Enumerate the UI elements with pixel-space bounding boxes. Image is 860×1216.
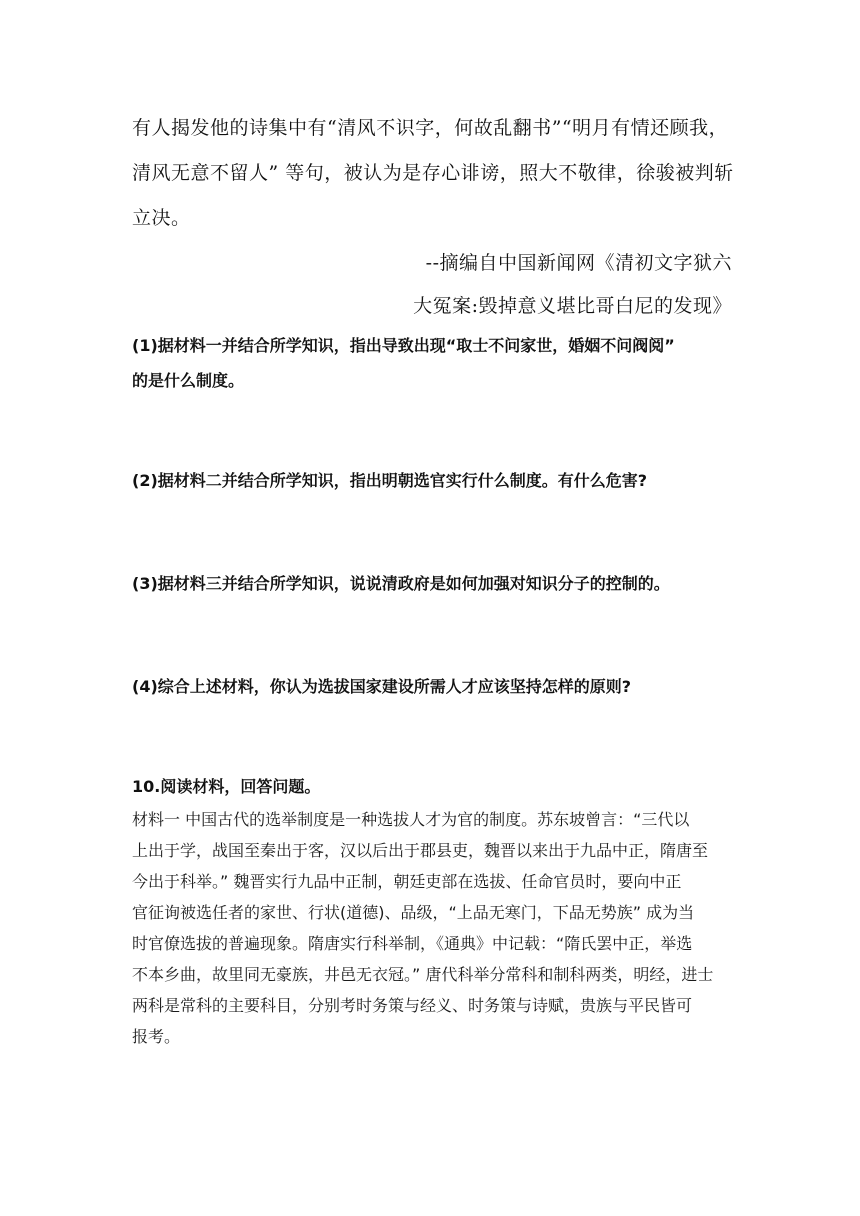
question-3: (3)据材料三并结合所学知识，说说清政府是如何加强对知识分子的控制的。 [132, 574, 670, 593]
question-4: (4)综合上述材料，你认为选拔国家建设所需人才应该坚持怎样的原则? [132, 677, 632, 696]
material1-line: 报考。 [132, 1027, 181, 1046]
question-1-line-1: (1)据材料一并结合所学知识，指出导致出现“取士不问家世，婚姻不问阀阅” [132, 336, 675, 355]
material3-source-line-1: --摘编自中国新闻网《清初文字狱六 [425, 252, 732, 274]
material3-source-line-2: 大冤案:毁掉意义堪比哥白尼的发现》 [413, 295, 732, 317]
material1-line: 官征询被选任者的家世、行状(道德)、品级，“上品无寒门，下品无势族” 成为当 [132, 903, 695, 922]
material1-line: 上出于学，战国至秦出于客，汉以后出于郡县吏，魏晋以来出于九品中正，隋唐至 [132, 841, 709, 860]
material1-line: 今出于科举。” 魏晋实行九品中正制，朝廷吏部在选拔、任命官员时，要向中正 [132, 872, 682, 891]
question-2: (2)据材料二并结合所学知识，指出明朝选官实行什么制度。有什么危害? [132, 471, 648, 490]
material1-line: 两科是常科的主要科目，分别考时务策与经义、时务策与诗赋，贵族与平民皆可 [132, 996, 693, 1015]
material1-line: 材料一 中国古代的选举制度是一种选拔人才为官的制度。苏东坡曾言：“三代以 [132, 810, 690, 829]
question-1-line-2: 的是什么制度。 [132, 371, 245, 390]
material3-line-2: 清风无意不留人” 等句，被认为是存心诽谤，照大不敬律，徐骏被判斩 [132, 162, 734, 184]
material1-line: 时官僚选拔的普遍现象。隋唐实行科举制，《通典》中记载：“隋氏罢中正，举选 [132, 934, 693, 953]
material3-line-3: 立决。 [132, 207, 191, 229]
material1-line: 不本乡曲，故里同无豪族，井邑无衣冠。” 唐代科举分常科和制科两类，明经，进士 [132, 965, 714, 984]
material3-line-1: 有人揭发他的诗集中有“清风不识字，何故乱翻书”“明月有情还顾我， [132, 117, 729, 139]
question-10-title: 10.阅读材料，回答问题。 [132, 777, 321, 796]
